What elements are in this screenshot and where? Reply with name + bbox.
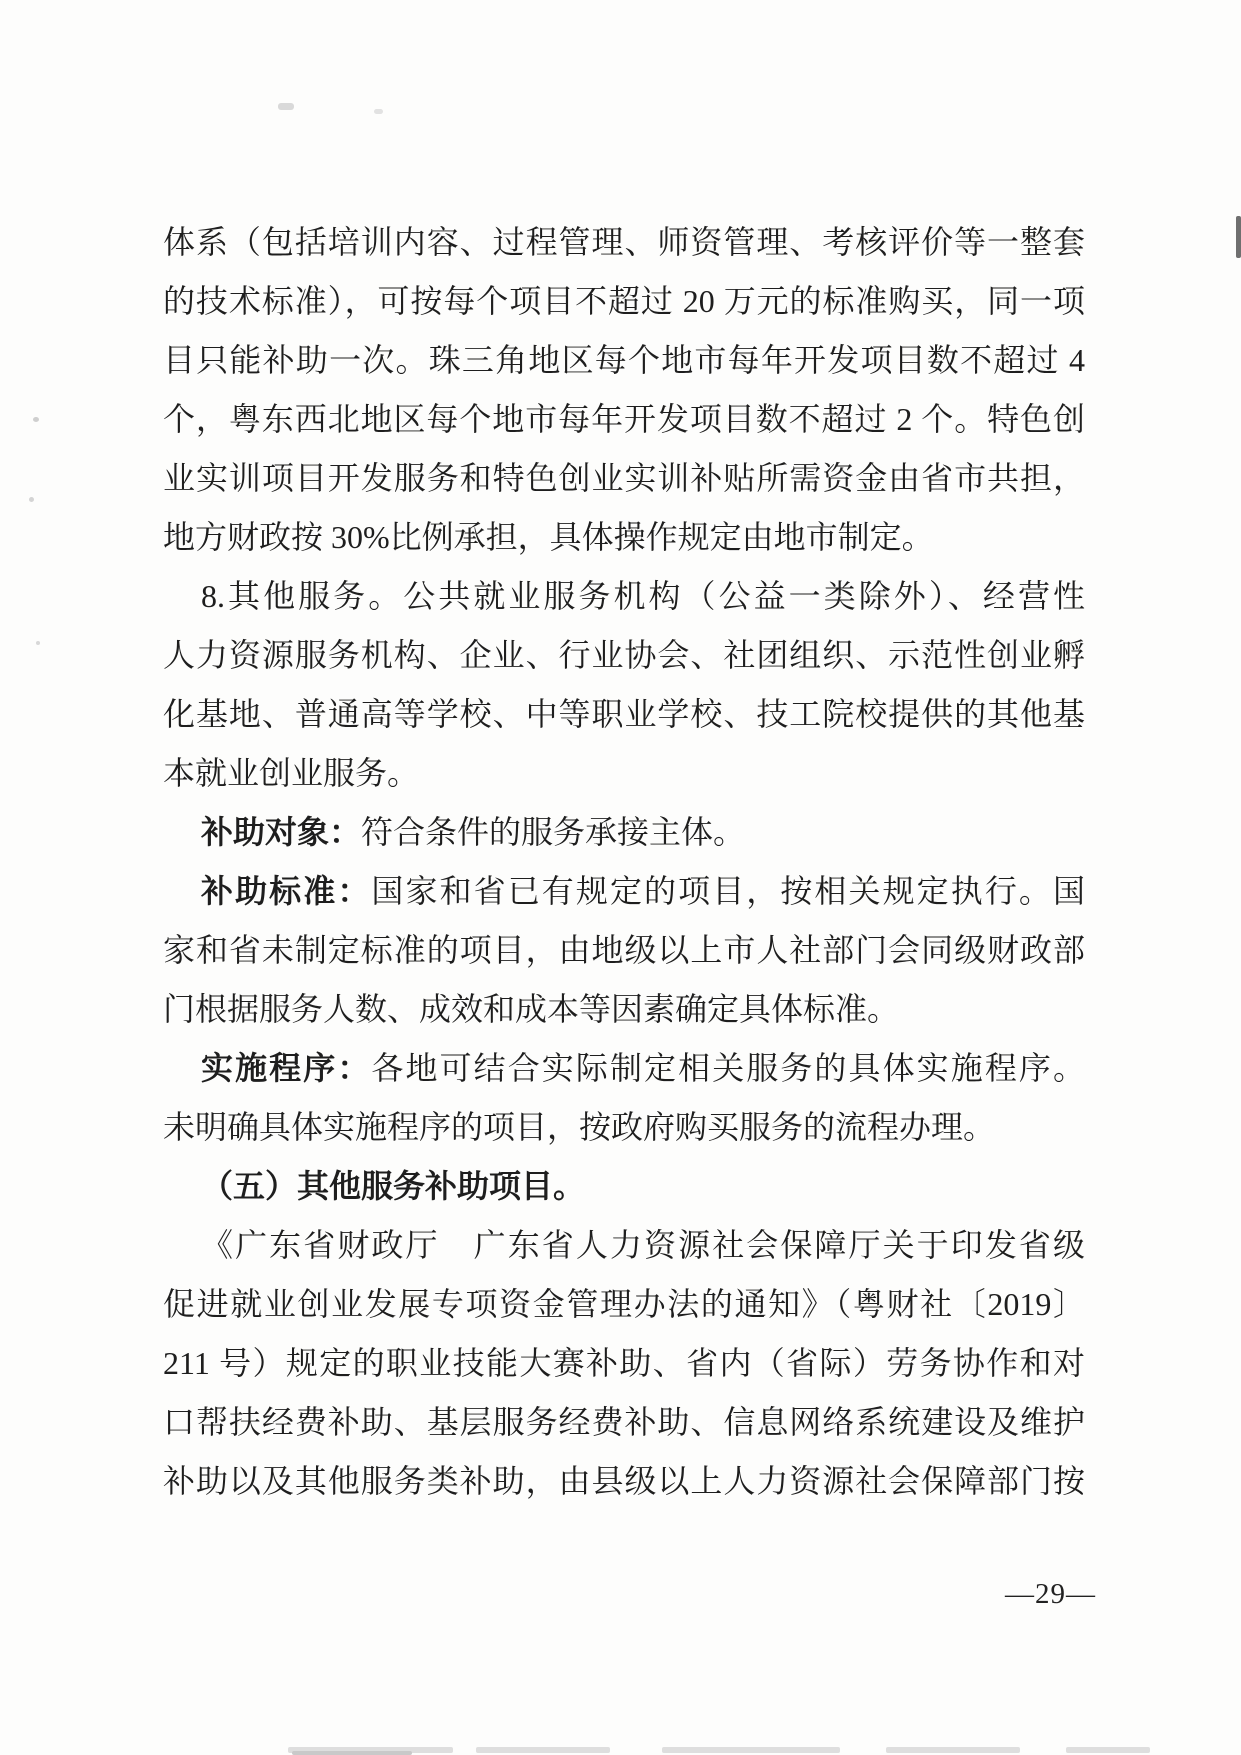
text-line: [163, 1157, 1085, 1216]
text-line: [163, 921, 1085, 980]
body-text: 各地可结合实际制定相关服务的具体实施程序。: [371, 1050, 1085, 1086]
body-text: 个，粤东西北地区每个地市每年开发项目数不超过 2 个。特色创: [163, 401, 1085, 437]
text-line: [163, 1098, 1085, 1157]
scan-speck: [278, 103, 294, 110]
body-text: 地方财政按 30%比例承担，具体操作规定由地市制定。: [163, 519, 934, 555]
bold-label-text: 补助标准：: [201, 873, 372, 909]
bold-label-text: 补助对象：: [201, 814, 362, 850]
text-line: [163, 1275, 1085, 1334]
scan-bottom-artifact: [1066, 1747, 1150, 1753]
body-text: 家和省未制定标准的项目，由地级以上市人社部门会同级财政部: [163, 932, 1085, 968]
bold-label-text: 实施程序：: [201, 1050, 372, 1086]
body-text: 的技术标准），可按每个项目不超过 20 万元的标准购买，同一项: [163, 283, 1085, 319]
text-line: [163, 1039, 1085, 1098]
text-line: [163, 390, 1085, 449]
text-line: [163, 862, 1085, 921]
text-line: [163, 213, 1085, 272]
text-line: [163, 1452, 1085, 1511]
body-text: 补助以及其他服务类补助，由县级以上人力资源社会保障部门按: [163, 1463, 1085, 1499]
body-text: 国家和省已有规定的项目，按相关规定执行。国: [371, 873, 1085, 909]
body-text: 8.其他服务。公共就业服务机构（公益一类除外）、经营性: [201, 578, 1085, 614]
body-text: 人力资源服务机构、企业、行业协会、社团组织、示范性创业孵: [163, 637, 1085, 673]
body-text: 口帮扶经费补助、基层服务经费补助、信息网络系统建设及维护: [163, 1404, 1085, 1440]
scan-bottom-artifact: [886, 1747, 1020, 1753]
page-number: —29—: [1005, 1578, 1096, 1610]
scan-bottom-artifact: [292, 1751, 412, 1755]
body-text: 体系（包括培训内容、过程管理、师资管理、考核评价等一整套: [163, 224, 1085, 260]
text-line: [163, 744, 1085, 803]
scan-bottom-artifact: [476, 1747, 610, 1753]
text-line: [163, 803, 1085, 862]
text-line: [163, 449, 1085, 508]
text-line: [163, 1393, 1085, 1452]
text-line: [163, 1216, 1085, 1275]
scan-speck: [33, 417, 39, 422]
scan-edge-artifact: [1236, 216, 1241, 258]
scan-speck: [36, 641, 40, 645]
body-text: 《广东省财政厅 广东省人力资源社会保障厅关于印发省级: [201, 1227, 1085, 1263]
text-line: [163, 980, 1085, 1039]
scan-speck: [374, 109, 383, 114]
body-text: 化基地、普通高等学校、中等职业学校、技工院校提供的其他基: [163, 696, 1085, 732]
bold-label-text: （五）其他服务补助项目。: [201, 1168, 586, 1204]
text-line: [163, 272, 1085, 331]
body-text: 促进就业创业发展专项资金管理办法的通知》（粤财社〔2019〕: [163, 1286, 1085, 1322]
text-line: [163, 626, 1085, 685]
scan-bottom-artifact: [662, 1747, 840, 1753]
body-text: 211 号）规定的职业技能大赛补助、省内（省际）劳务协作和对: [163, 1345, 1085, 1381]
text-line: [163, 508, 1085, 567]
body-text: 业实训项目开发服务和特色创业实训补贴所需资金由省市共担，: [163, 460, 1085, 496]
body-text: 目只能补助一次。珠三角地区每个地市每年开发项目数不超过 4: [163, 342, 1085, 378]
text-line: [163, 331, 1085, 390]
document-body: [163, 213, 1085, 1511]
body-text: 符合条件的服务承接主体。: [361, 814, 746, 850]
scan-speck: [29, 497, 34, 502]
text-line: [163, 1334, 1085, 1393]
body-text: 未明确具体实施程序的项目，按政府购买服务的流程办理。: [163, 1109, 996, 1145]
text-line: [163, 567, 1085, 626]
body-text: 门根据服务人数、成效和成本等因素确定具体标准。: [163, 991, 900, 1027]
text-line: [163, 685, 1085, 744]
body-text: 本就业创业服务。: [163, 755, 420, 791]
